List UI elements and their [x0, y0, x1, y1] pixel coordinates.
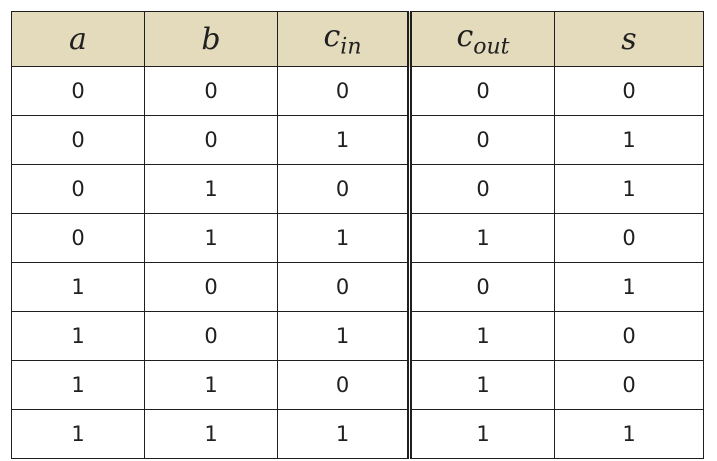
cell-s: 0	[555, 67, 704, 116]
cell-b: 0	[145, 116, 278, 165]
cell-cin: 0	[278, 165, 410, 214]
cell-cin: 0	[278, 361, 410, 410]
cell-a: 1	[12, 263, 145, 312]
cell-a: 0	[12, 67, 145, 116]
cell-b: 0	[145, 263, 278, 312]
cell-s: 1	[555, 410, 704, 459]
cell-a: 1	[12, 410, 145, 459]
cell-cout: 0	[410, 67, 555, 116]
header-cin: $c_{in}$	[278, 12, 410, 67]
cell-cin: 1	[278, 116, 410, 165]
cell-s: 1	[555, 116, 704, 165]
cell-b: 0	[145, 312, 278, 361]
cell-cin: 0	[278, 67, 410, 116]
cell-b: 1	[145, 410, 278, 459]
cell-cout: 1	[410, 214, 555, 263]
table-row	[12, 312, 704, 361]
cell-a: 1	[12, 361, 145, 410]
header-cout: $c_{out}$	[410, 12, 555, 67]
header-s: s	[555, 12, 704, 67]
cell-b: 1	[145, 214, 278, 263]
cell-cout: 0	[410, 263, 555, 312]
cell-a: 0	[12, 214, 145, 263]
table-row	[12, 361, 704, 410]
cell-s: 0	[555, 312, 704, 361]
table-row	[12, 165, 704, 214]
table-row	[12, 410, 704, 459]
table-row	[12, 67, 704, 116]
cell-b: 1	[145, 361, 278, 410]
cell-cout: 1	[410, 361, 555, 410]
header-a: a	[12, 12, 145, 67]
cell-b: 1	[145, 165, 278, 214]
cell-s: 1	[555, 263, 704, 312]
cell-cin: 1	[278, 214, 410, 263]
table-row	[12, 263, 704, 312]
header-b: b	[145, 12, 278, 67]
cell-s: 1	[555, 165, 704, 214]
cell-s: 0	[555, 214, 704, 263]
header-row	[12, 12, 704, 67]
cell-cin: 0	[278, 263, 410, 312]
cell-cout: 1	[410, 312, 555, 361]
truth-table	[11, 11, 704, 459]
cell-cout: 1	[410, 410, 555, 459]
cell-cin: 1	[278, 410, 410, 459]
table-row	[12, 116, 704, 165]
cell-a: 0	[12, 116, 145, 165]
cell-cout: 0	[410, 116, 555, 165]
cell-s: 0	[555, 361, 704, 410]
cell-cin: 1	[278, 312, 410, 361]
cell-a: 0	[12, 165, 145, 214]
cell-a: 1	[12, 312, 145, 361]
cell-b: 0	[145, 67, 278, 116]
table-row	[12, 214, 704, 263]
cell-cout: 0	[410, 165, 555, 214]
